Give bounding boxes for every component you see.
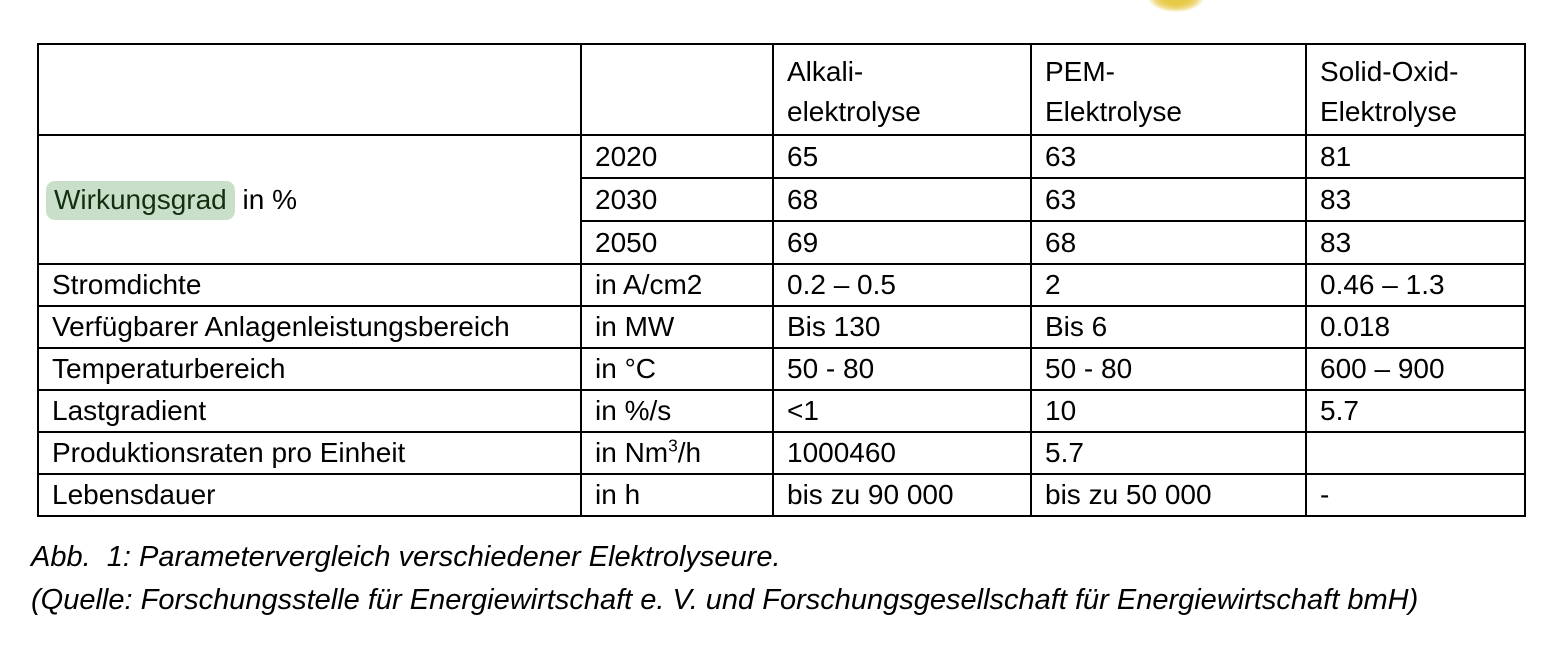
table-row-lebensdauer (38, 474, 1525, 516)
value-cell-solid-oxid: 0.46 – 1.3 (1306, 264, 1525, 306)
unit-cell: in °C (581, 348, 773, 390)
header-solid-oxid-line2: Elektrolyse (1320, 96, 1457, 127)
param-label-cell-wirkungsgrad (38, 135, 581, 264)
caption-line2: (Quelle: Forschungsstelle für Energiewirtschaft e. V. und Forschungsgesellschaft für Energiewirtschaft bmH) (31, 584, 1419, 616)
value-cell-solid-oxid (1306, 432, 1525, 474)
value-cell-pem: Bis 6 (1031, 306, 1306, 348)
unit-cell (581, 432, 773, 474)
table-row-produktionsraten (38, 432, 1525, 474)
value-cell-alkali: 65 (773, 135, 1031, 178)
header-pem-line1: PEM- (1045, 56, 1115, 87)
table-row-wirkungsgrad-2020 (38, 135, 1525, 178)
year-cell: 2030 (581, 178, 773, 221)
value-cell-solid-oxid: 5.7 (1306, 390, 1525, 432)
value-cell-solid-oxid: 83 (1306, 178, 1525, 221)
highlighted-word: Wirkungsgrad (46, 181, 235, 220)
table-row-temperaturbereich (38, 348, 1525, 390)
header-alkali-line2: elektrolyse (787, 96, 921, 127)
header-alkali-line1: Alkali- (787, 56, 864, 87)
value-cell-solid-oxid: - (1306, 474, 1525, 516)
year-cell: 2020 (581, 135, 773, 178)
year-cell: 2050 (581, 221, 773, 264)
value-cell-alkali: 0.2 – 0.5 (773, 264, 1031, 306)
value-cell-pem: bis zu 50 000 (1031, 474, 1306, 516)
value-cell-alkali: 50 - 80 (773, 348, 1031, 390)
param-label-cell: Verfügbarer Anlagenleistungsbereich (38, 306, 581, 348)
param-label-cell: Temperaturbereich (38, 348, 581, 390)
table-row-stromdichte (38, 264, 1525, 306)
unit-suffix: /h (677, 437, 702, 469)
caption-line1: Abb. 1: Parametervergleich verschiedener Elektrolyseure. (31, 541, 781, 573)
param-label-cell: Produktionsraten pro Einheit (38, 432, 581, 474)
unit-prefix: in Nm (595, 437, 669, 469)
unit-cell: in MW (581, 306, 773, 348)
unit-superscript: 3 (668, 435, 678, 456)
value-cell-pem: 68 (1031, 221, 1306, 264)
value-cell-pem: 50 - 80 (1031, 348, 1306, 390)
value-cell-solid-oxid: 0.018 (1306, 306, 1525, 348)
value-cell-alkali: 68 (773, 178, 1031, 221)
value-cell-alkali: bis zu 90 000 (773, 474, 1031, 516)
table-header-row (38, 44, 1525, 135)
highlighter-blob-icon (1148, 0, 1204, 12)
value-cell-pem: 2 (1031, 264, 1306, 306)
header-cell-pem (1031, 44, 1306, 135)
value-cell-pem: 10 (1031, 390, 1306, 432)
unit-cell: in h (581, 474, 773, 516)
unit-cell: in A/cm2 (581, 264, 773, 306)
value-cell-solid-oxid: 600 – 900 (1306, 348, 1525, 390)
param-label-cell: Lebensdauer (38, 474, 581, 516)
table-row-anlagenleistungsbereich (38, 306, 1525, 348)
header-pem-line2: Elektrolyse (1045, 96, 1182, 127)
table-row-lastgradient (38, 390, 1525, 432)
param-label-cell: Stromdichte (38, 264, 581, 306)
value-cell-alkali: <1 (773, 390, 1031, 432)
header-solid-oxid-line1: Solid-Oxid- (1320, 56, 1459, 87)
value-cell-pem: 5.7 (1031, 432, 1306, 474)
value-cell-pem: 63 (1031, 135, 1306, 178)
value-cell-alkali: Bis 130 (773, 306, 1031, 348)
value-cell-pem: 63 (1031, 178, 1306, 221)
value-cell-alkali: 1000460 (773, 432, 1031, 474)
figure-caption (31, 536, 1418, 622)
param-label-cell: Lastgradient (38, 390, 581, 432)
header-cell-empty-unit (581, 44, 773, 135)
value-cell-solid-oxid: 83 (1306, 221, 1525, 264)
value-cell-alkali: 69 (773, 221, 1031, 264)
value-cell-solid-oxid: 81 (1306, 135, 1525, 178)
header-cell-empty-parameter (38, 44, 581, 135)
electrolysis-parameter-table (37, 43, 1526, 517)
header-cell-solid-oxid (1306, 44, 1525, 135)
param-label-rest: in % (234, 183, 297, 215)
header-cell-alkali (773, 44, 1031, 135)
unit-cell: in %/s (581, 390, 773, 432)
